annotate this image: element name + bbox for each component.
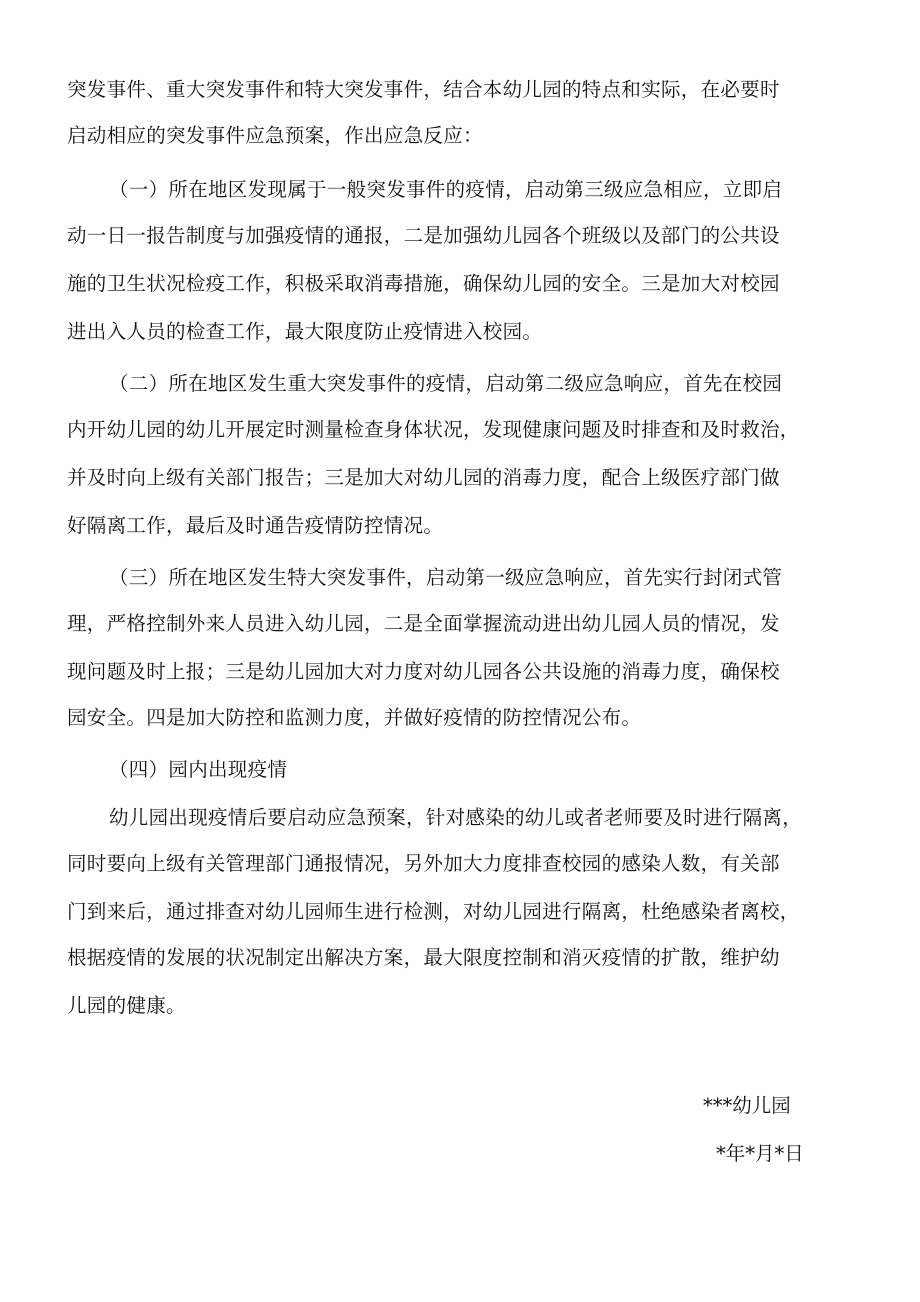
text-line: 理，严格控制外来人员进入幼儿园，二是全面掌握流动进出幼儿园人员的情况，发 <box>67 612 780 635</box>
text-line: 启动相应的突发事件应急预案，作出应急反应： <box>67 124 483 147</box>
text-line: 好隔离工作，最后及时通告疫情防控情况。 <box>67 514 444 537</box>
paragraph-4-start: 幼儿园出现疫情后要启动应急预案，针对感染的幼儿或者老师要及时进行隔离， <box>109 806 803 829</box>
paragraph-3-start: （三）所在地区发生特大突发事件，启动第一级应急响应，首先实行封闭式管 <box>109 566 783 589</box>
paragraph-2-start: （二）所在地区发生重大突发事件的疫情，启动第二级应急响应，首先在校园 <box>109 372 783 395</box>
signature-organization: ***幼儿园 <box>703 1094 791 1117</box>
text-line: 施的卫生状况检疫工作，积极采取消毒措施，确保幼儿园的安全。三是加大对校园 <box>67 272 780 295</box>
text-line: 内开幼儿园的幼儿开展定时测量检查身体状况，发现健康问题及时排查和及时救治， <box>67 418 800 441</box>
text-line: 现问题及时上报；三是幼儿园加大对力度对幼儿园各公共设施的消毒力度，确保校 <box>67 660 780 683</box>
text-line: 园安全。四是加大防控和监测力度，并做好疫情的防控情况公布。 <box>67 706 642 729</box>
paragraph-1-start: （一）所在地区发现属于一般突发事件的疫情，启动第三级应急相应，立即启 <box>109 178 783 201</box>
text-line: 并及时向上级有关部门报告；三是加大对幼儿园的消毒力度，配合上级医疗部门做 <box>67 466 780 489</box>
signature-date: *年*月*日 <box>716 1142 804 1165</box>
text-line: 突发事件、重大突发事件和特大突发事件，结合本幼儿园的特点和实际，在必要时 <box>67 78 780 101</box>
section-heading-4: （四）园内出现疫情 <box>109 758 288 781</box>
text-line: 动一日一报告制度与加强疫情的通报，二是加强幼儿园各个班级以及部门的公共设 <box>67 224 780 247</box>
text-line: 进出入人员的检查工作，最大限度防止疫情进入校园。 <box>67 320 543 343</box>
text-line: 同时要向上级有关管理部门通报情况，另外加大力度排查校园的感染人数，有关部 <box>67 852 780 875</box>
text-line: 根据疫情的发展的状况制定出解决方案，最大限度控制和消灭疫情的扩散，维护幼 <box>67 946 780 969</box>
text-line: 门到来后，通过排查对幼儿园师生进行检测，对幼儿园进行隔离，杜绝感染者离校， <box>67 900 800 923</box>
text-line: 儿园的健康。 <box>67 994 186 1017</box>
